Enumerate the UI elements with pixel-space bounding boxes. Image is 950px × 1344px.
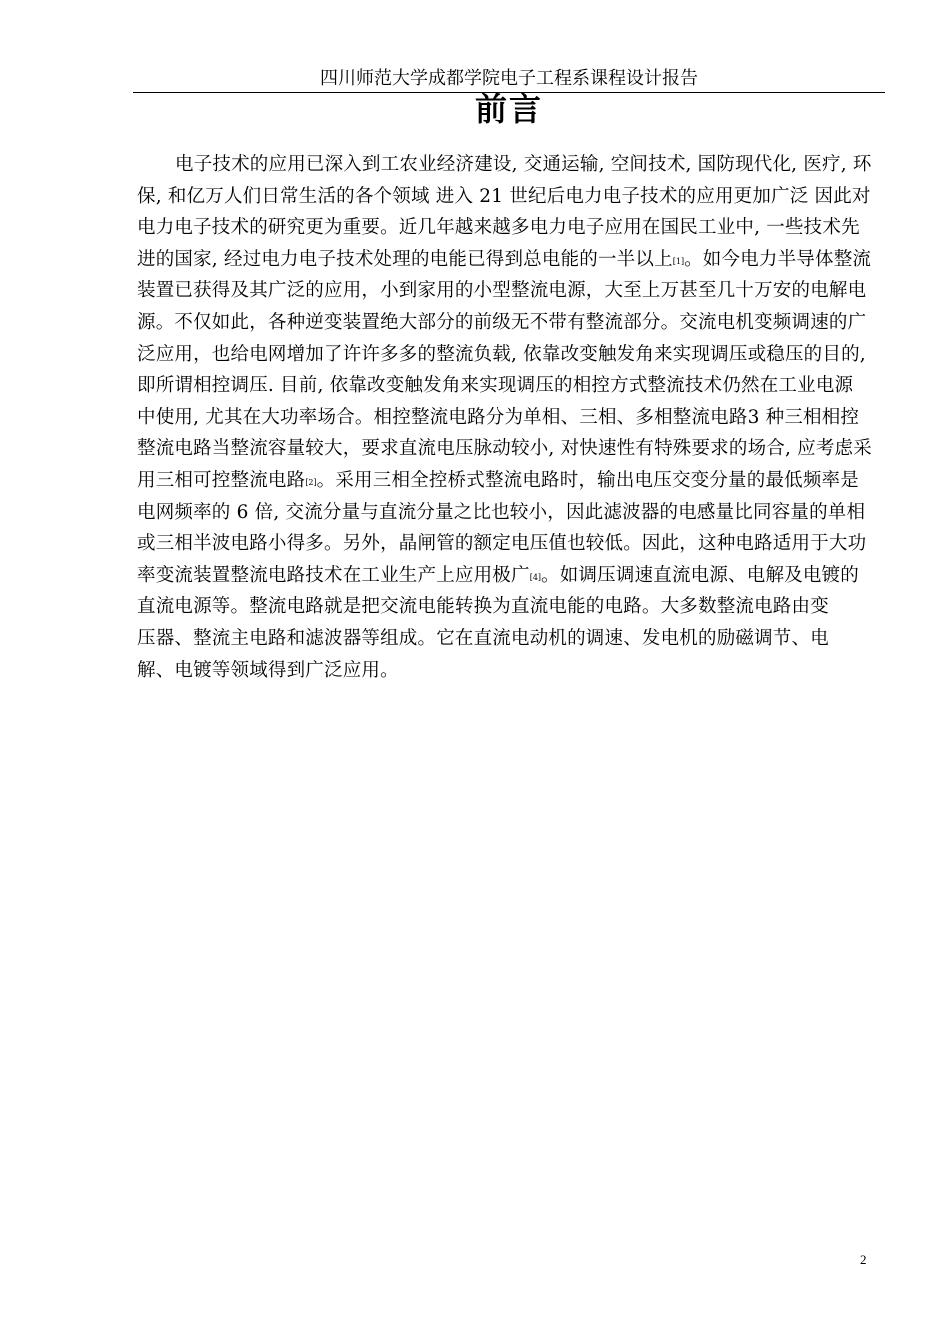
paragraph-line: 电子技术的应用已深入到工农业经济建设, 交通运输, 空间技术, 国防现代化, 医疗, 环: [175, 154, 872, 175]
paragraph-line: 装置已获得及其广泛的应用，小到家用的小型整流电源，大至上万甚至几十万安的电解电: [137, 280, 867, 302]
paragraph-text: 。如调压调速直流电源、电解及电镀的: [541, 564, 859, 586]
paragraph-line: [137, 560, 887, 592]
paragraph-text: 率变流装置整流电路技术在工业生产上应用极广: [137, 564, 530, 586]
paragraph-line: 直流电源等。整流电路就是把交流电能转换为直流电能的电路。大多数整流电路由变: [137, 596, 829, 618]
section-title: 前言: [474, 90, 543, 128]
citation-mark: [4]: [529, 572, 542, 582]
paragraph-line: 保, 和亿万人们日常生活的各个领域 进入 21 世纪后电力电子技术的应用更加广泛 因此对: [137, 185, 871, 207]
paragraph-line: 中使用, 尤其在大功率场合。相控整流电路分为单相、三相、多相整流电路3 种三相相控: [137, 406, 860, 428]
paragraph-line: [137, 465, 887, 497]
paragraph-line: 电力电子技术的研究更为重要。近几年越来越多电力电子应用在国民工业中, 一些技术先: [137, 217, 860, 239]
paragraph-text: 进的国家, 经过电力电子技术处理的电能已得到总电能的一半以上: [137, 248, 673, 270]
paragraph-line: 源。不仅如此，各种逆变装置绝大部分的前级无不带有整流部分。交流电机变频调速的广: [137, 311, 867, 333]
paragraph-text: 用三相可控整流电路: [137, 469, 306, 491]
paragraph-line: 或三相半波电路小得多。另外，晶闸管的额定电压值也较低。因此，这种电路适用于大功: [137, 533, 867, 555]
preface-paragraph: [137, 149, 887, 686]
paragraph-line: 即所谓相控调压. 目前, 依靠改变触发角来实现调压的相控方式整流技术仍然在工业电源: [137, 375, 854, 397]
paragraph-line: 泛应用，也给电网增加了许许多多的整流负载, 依靠改变触发角来实现调压或稳压的目的,: [137, 343, 866, 365]
citation-mark: [1]: [672, 256, 685, 266]
page-number: 2: [860, 1252, 867, 1267]
paragraph-text: 。如今电力半导体整流: [684, 248, 872, 270]
paragraph-line: 解、电镀等领域得到广泛应用。: [137, 659, 399, 681]
citation-mark: [2]: [305, 477, 317, 487]
page-header: 四川师范大学成都学院电子工程系课程设计报告: [320, 68, 698, 89]
paragraph-line: 整流电路当整流容量较大，要求直流电压脉动较小, 对快速性有特殊要求的场合, 应考虑采: [137, 438, 872, 460]
paragraph-line: 电网频率的 6 倍, 交流分量与直流分量之比也较小，因此滤波器的电感量比同容量的单相: [137, 501, 866, 523]
paragraph-line: 压器、整流主电路和滤波器等组成。它在直流电动机的调速、发电机的励磁调节、电: [137, 627, 829, 649]
paragraph-text: 。采用三相全控桥式整流电路时，输出电压交变分量的最低频率是: [316, 469, 859, 491]
paragraph-line: [137, 244, 887, 276]
